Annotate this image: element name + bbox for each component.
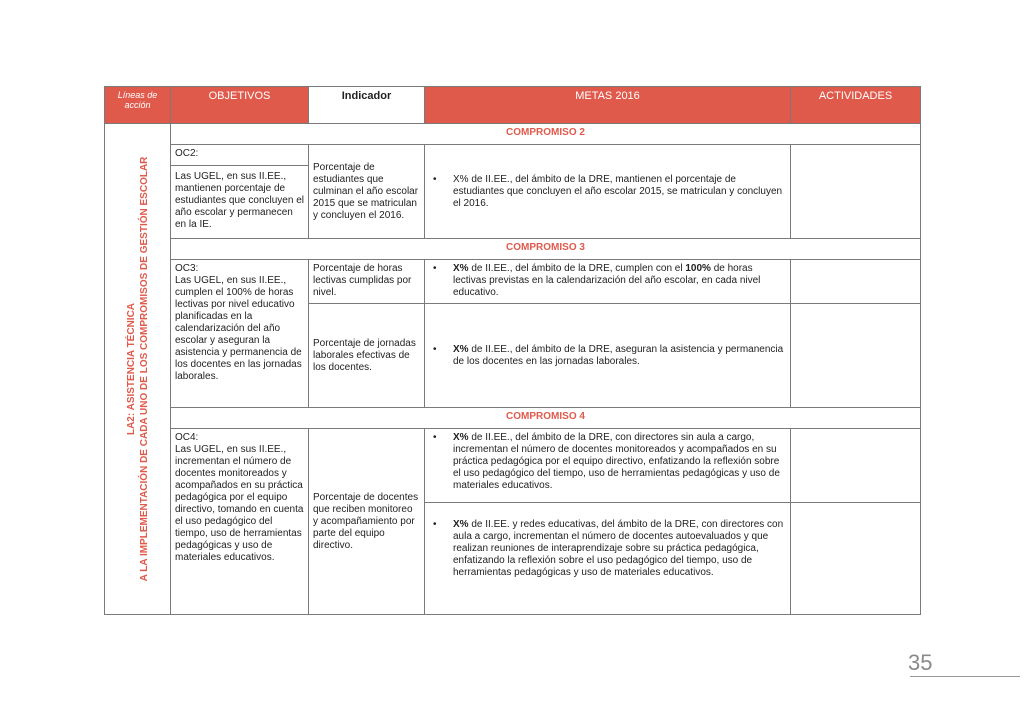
oc4-cell [171,429,309,615]
meta-c4a-item [453,432,786,492]
meta-c4a-text: de II.EE., del ámbito de la DRE, con directores sin aula a cargo, incrementan el número de docentes monitoreados y acompañados en su práctica pedagógica por el equipo directivo, enfatizando la reflexión sobre el uso pedagógico del tiempo, uso de herramientas pedagógicas y uso de materiales educativos. [453,432,780,491]
meta-c3b-text: de II.EE., del ámbito de la DRE, aseguran la asistencia y permanencia de los docentes en las jornadas laborales. [453,343,784,367]
header-row [105,87,921,124]
actividades-c3b-cell [791,304,921,408]
oc4-code: OC4: [175,432,199,443]
actividades-c4a-cell [791,429,921,503]
meta-c3b-item [453,344,786,368]
indicador-c4-cell [309,429,425,615]
indicador-c3b-cell [309,304,425,408]
compromiso-4-row-a [105,429,921,503]
header-indicador: Indicador [309,87,425,124]
meta-c4b-item [453,519,786,579]
meta-c4a-cell [425,429,791,503]
oc2-code: OC2: [171,148,308,166]
plan-table [104,86,921,615]
compromiso-4-row [105,408,921,429]
compromiso-3-title: COMPROMISO 3 [171,239,921,260]
actividades-c4b-cell [791,503,921,615]
oc2-text: Las UGEL, en sus II.EE., mantienen porcentaje de estudiantes que concluyen el año escolar y permanecen en la IE. [175,171,304,230]
indicador-c3a-text: Porcentaje de horas lectivas cumplidas por nivel. [313,263,412,298]
compromiso-4-title: COMPROMISO 4 [171,408,921,429]
linea-accion-label [125,135,151,603]
header-lineas: Líneas de acción [105,87,171,124]
actividades-c2-cell [791,145,921,239]
header-objetivos: OBJETIVOS [171,87,309,124]
indicador-c2-text: Porcentaje de estudiantes que culminan el año escolar 2015 que se matriculan y concluyen el 2016. [313,161,419,221]
linea-accion-line1: LA2: ASISTENCIA TÉCNICA [125,302,137,436]
indicador-c3a-cell [309,260,425,304]
oc3-code: OC3: [175,263,199,274]
page-number: 35 [908,650,933,675]
meta-c4a-bold: X% [453,432,469,443]
indicador-c2-cell [309,145,425,239]
meta-c2-text: X% de II.EE., del ámbito de la DRE, mantienen el porcentaje de estudiantes que concluyen el año escolar 2015, se matriculan y concluyen el 2016. [453,173,783,209]
meta-c3a-text-a: de II.EE., del ámbito de la DRE, cumplen con el [468,263,686,274]
meta-c3b-cell [425,304,791,408]
meta-c4b-cell [425,503,791,615]
indicador-c3b-text: Porcentaje de jornadas laborales efectivas de los docentes. [313,337,416,373]
meta-c3b-bold: X% [453,343,469,355]
meta-c2-cell [425,145,791,239]
oc3-cell [171,260,309,408]
linea-accion-cell [105,124,171,615]
header-actividades: ACTIVIDADES [791,87,921,124]
compromiso-2-title: COMPROMISO 2 [171,124,921,145]
meta-c3a-cell [425,260,791,304]
oc3-text: Las UGEL, en sus II.EE., cumplen el 100% de horas lectivas por nivel educativo planificadas en la calendarización del año escolar y aseguran la asistencia y permanencia de los docentes en las jornadas laborales. [175,275,302,382]
indicador-c4-text: Porcentaje de docentes que reciben monitoreo y acompañamiento por parte del equipo directivo. [313,491,419,551]
meta-c2-item [453,174,786,210]
compromiso-3-row [105,239,921,260]
compromiso-3-row-a [105,260,921,304]
compromiso-2-row [105,124,921,145]
linea-accion-line2: A LA IMPLEMENTACIÓN DE CADA UNO DE LOS COMPROMISOS DE GESTIÓN ESCOLAR [138,156,150,582]
oc4-text: Las UGEL, en sus II.EE., incrementan el número de docentes monitoreados y acompañados en su práctica pedagógica por el equipo directivo, tomando en cuenta el uso pedagógico del tiempo, uso de herramientas pedagógicas y uso de materiales educativos. [175,444,304,563]
compromiso-2-content-row [105,145,921,239]
oc2-cell [171,145,309,239]
meta-c3a-bold2: 100% [685,263,711,274]
header-metas: METAS 2016 [425,87,791,124]
meta-c4b-text: de II.EE. y redes educativas, del ámbito de la DRE, con directores con aula a cargo, incrementan el número de docentes autoevaluados y que realizan reuniones de interaprendizaje sobre su práctica pedagógica, enfatizando la reflexión sobre el uso pedagógico del tiempo, uso de herramientas pedagógicas y uso de materiales educativos. [453,519,784,578]
meta-c4b-bold: X% [453,519,469,530]
actividades-c3a-cell [791,260,921,304]
meta-c3a-text-b: de horas lectivas previstas en la calendarización del año escolar, en cada nivel educativo. [453,263,761,298]
meta-c3a-bold: X% [453,263,469,274]
meta-c3a-item [453,263,786,299]
page-number-rule [910,676,1020,677]
